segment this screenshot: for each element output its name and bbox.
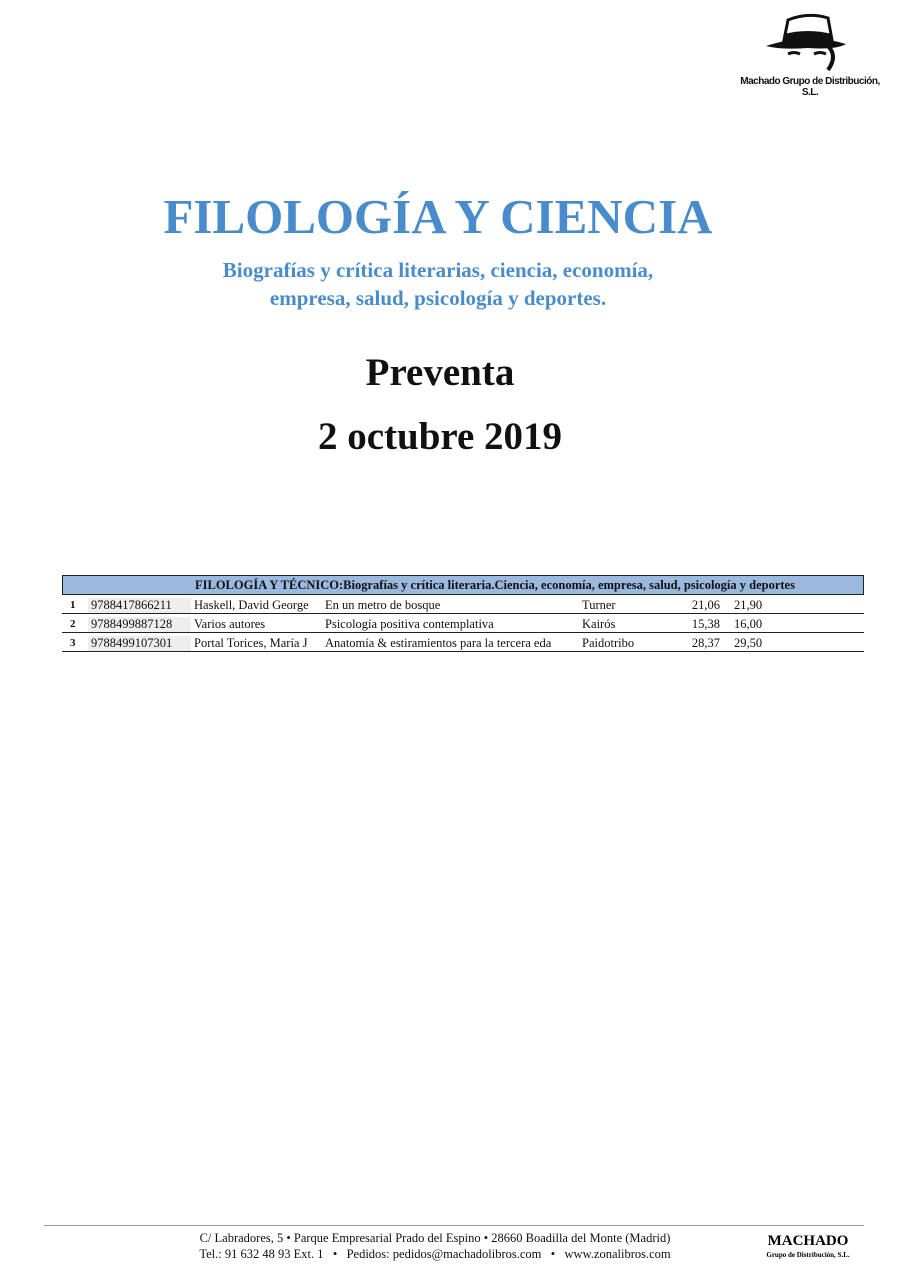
hat-man-icon [736, 10, 884, 76]
subtitle-line-1: Biografías y crítica literarias, ciencia, economía, [222, 258, 654, 282]
price-cell: 16,00 [734, 617, 763, 631]
price-cell: 29,50 [734, 636, 763, 650]
author-cell: Portal Torices, María J [194, 636, 308, 650]
footer-divider [44, 1225, 864, 1226]
price-net-cell: 21,06 [691, 598, 720, 612]
book-table [62, 575, 864, 652]
title-cell: En un metro de bosque [325, 598, 441, 612]
table-header [62, 575, 864, 595]
table-row [62, 614, 864, 633]
table-header-text: FILOLOGÍA Y TÉCNICO:Biografías y crítica literaria.Ciencia, economía, empresa, salud, psicología y deportes [195, 578, 795, 592]
title-cell: Anatomía & estiramientos para la tercera eda [325, 636, 552, 650]
preventa-heading: Preventa [365, 351, 515, 394]
row-number: 2 [70, 618, 76, 630]
footer-brand-sub: Grupo de Distribución, S.L. [766, 1251, 850, 1259]
author-cell: Varios autores [194, 617, 266, 631]
table-row [62, 595, 864, 614]
table-row [62, 633, 864, 652]
publisher-cell: Kairós [582, 617, 616, 631]
price-net-cell: 15,38 [691, 617, 720, 631]
price-net-cell: 28,37 [691, 636, 720, 650]
price-cell: 21,90 [734, 598, 763, 612]
author-cell: Haskell, David George [194, 598, 309, 612]
isbn-cell: 9788499887128 [88, 617, 191, 632]
footer-address: C/ Labradores, 5 • Parque Empresarial Prado del Espino • 28660 Boadilla del Monte (Madrid) [199, 1231, 671, 1245]
row-number: 1 [70, 599, 76, 611]
company-logo [736, 10, 884, 98]
logo-caption: Machado Grupo de Distribución, S.L. [740, 76, 880, 98]
footer-brand: MACHADO [767, 1233, 849, 1249]
isbn-cell: 9788417866211 [88, 598, 191, 613]
row-number: 3 [70, 637, 76, 649]
isbn-cell: 9788499107301 [88, 636, 191, 651]
title-cell: Psicología positiva contemplativa [325, 617, 494, 631]
date-heading: 2 octubre 2019 [317, 415, 563, 458]
page-title: FILOLOGÍA Y CIENCIA [163, 189, 713, 244]
publisher-cell: Paidotribo [582, 636, 635, 650]
subtitle-line-2: empresa, salud, psicología y deportes. [269, 286, 607, 310]
publisher-cell: Turner [582, 598, 616, 612]
footer-contact: Tel.: 91 632 48 93 Ext. 1 • Pedidos: pedidos@machadolibros.com • www.zonalibros.com [199, 1247, 671, 1261]
